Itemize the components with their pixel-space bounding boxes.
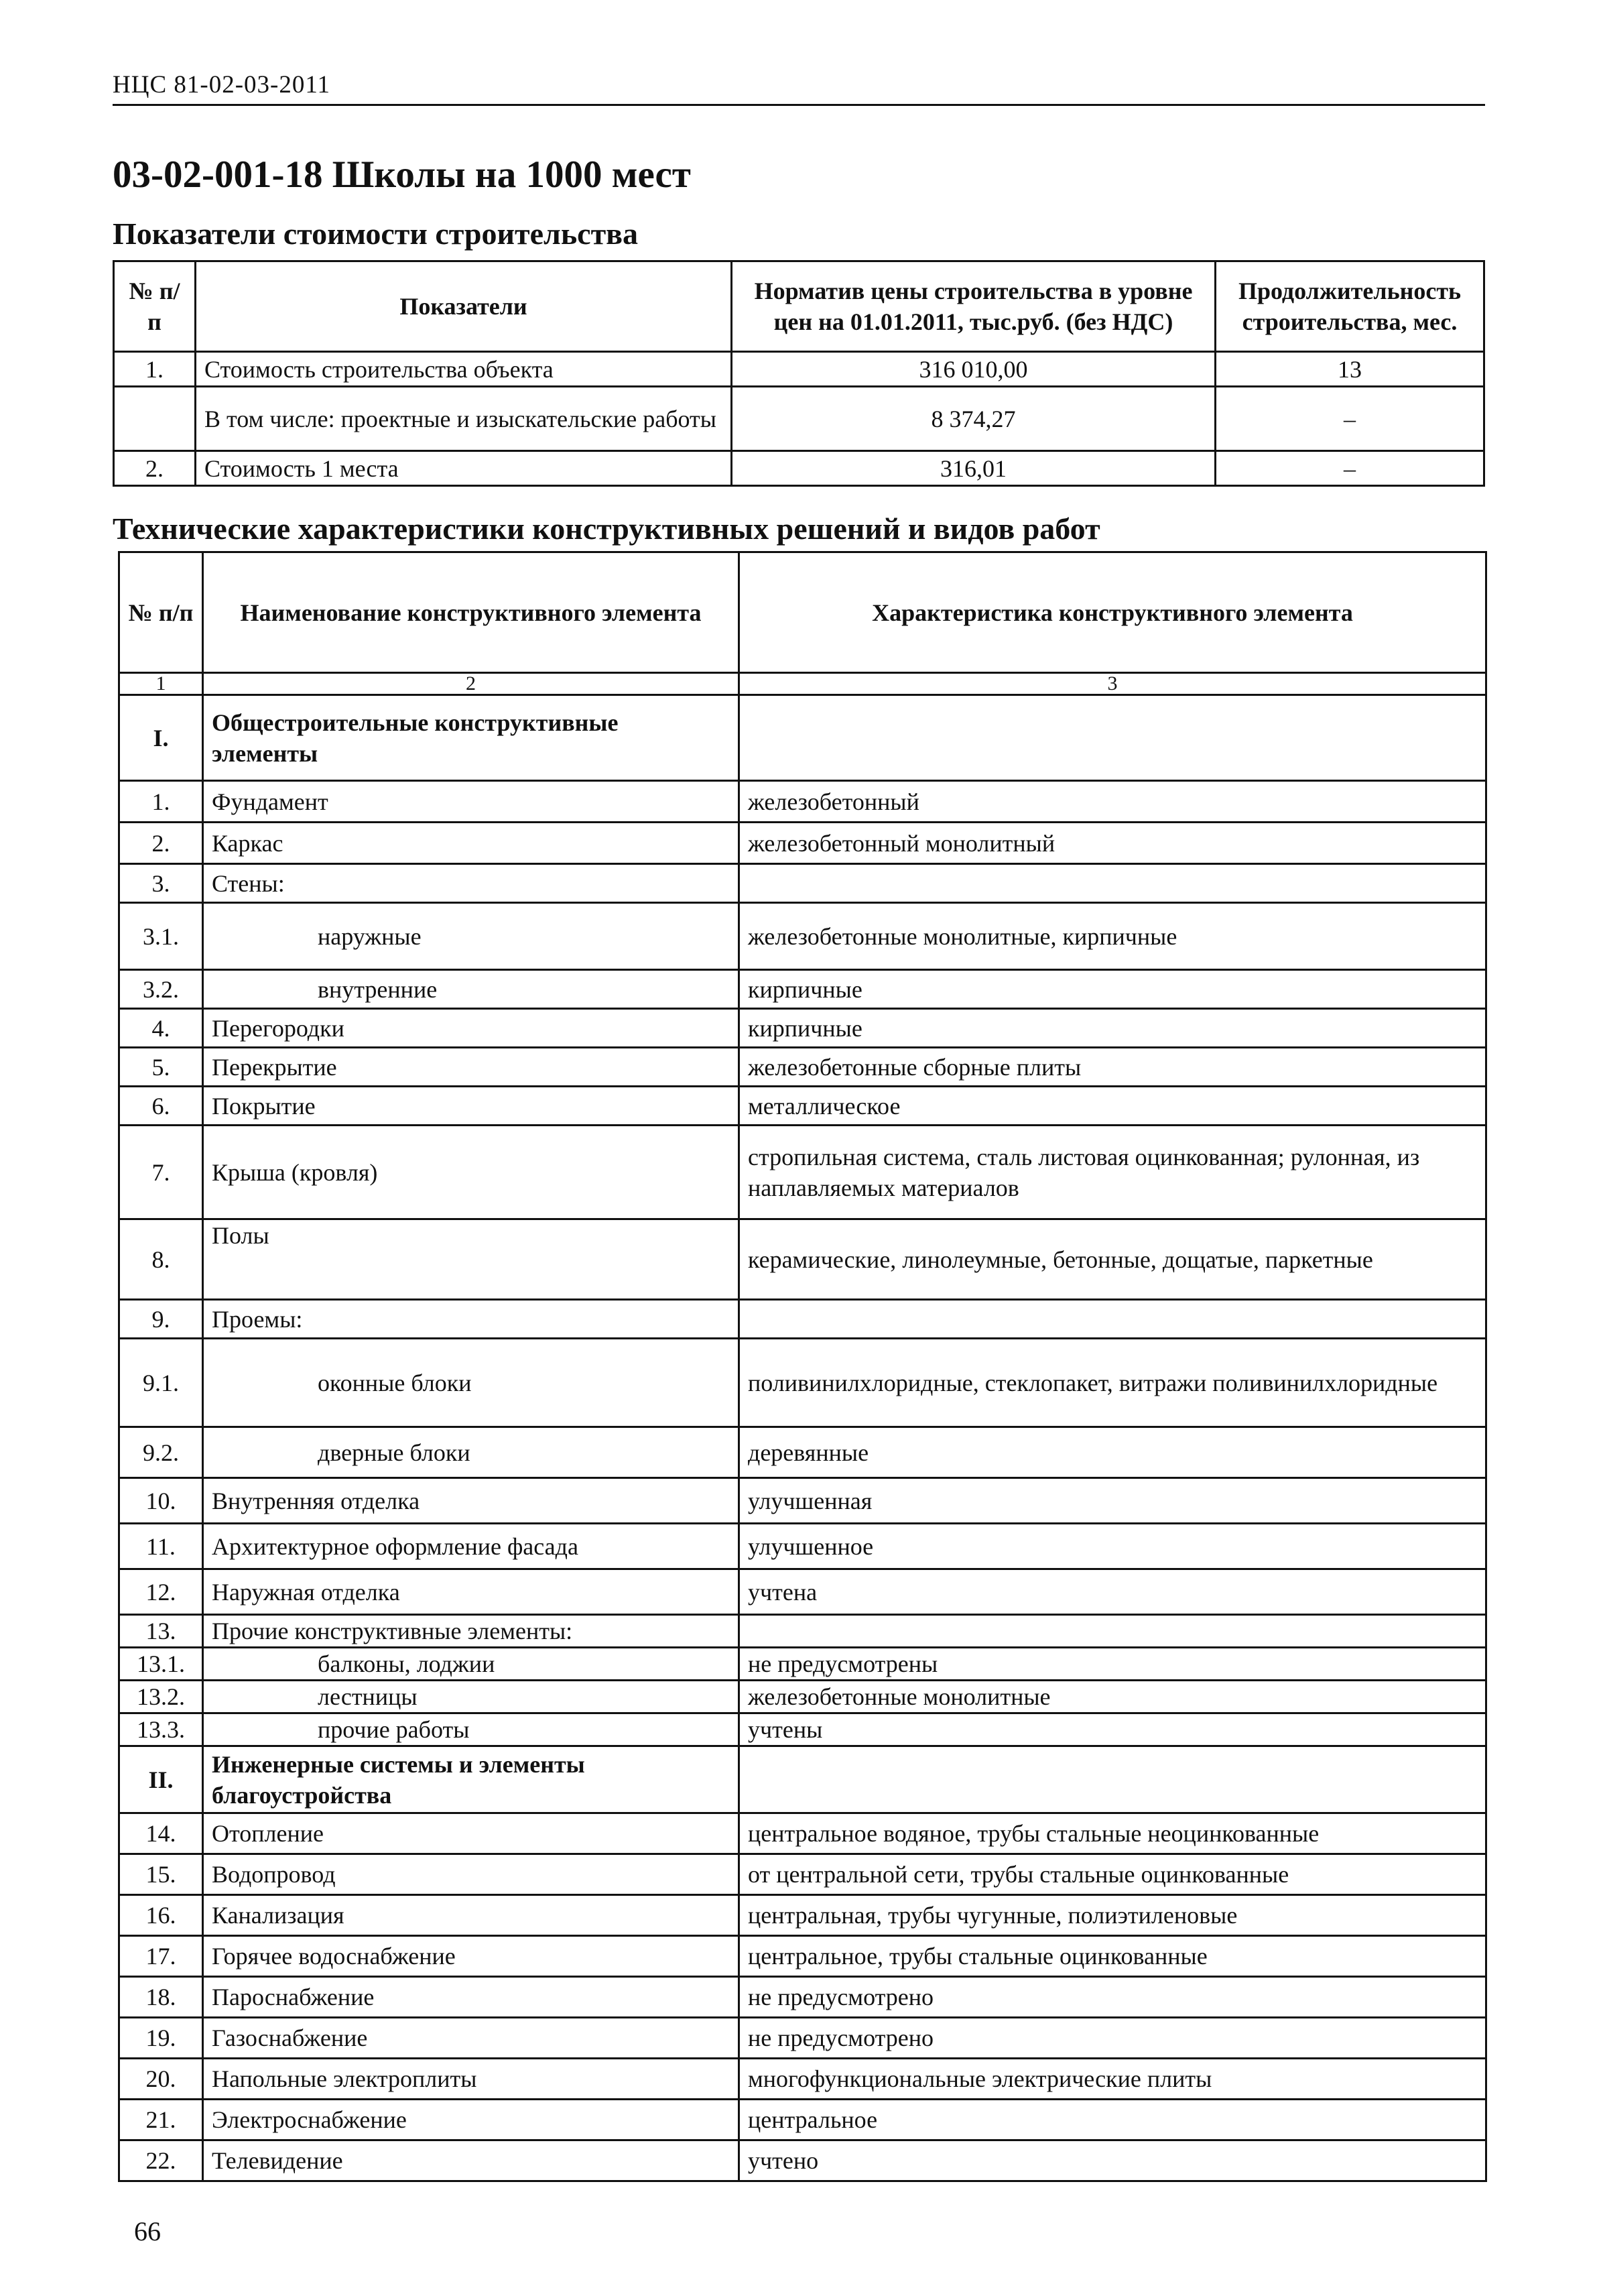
table-row (119, 1746, 1486, 1813)
table-row (119, 903, 1486, 970)
row-num: 3.2. (119, 970, 203, 1009)
row-num: 1. (114, 352, 196, 387)
row-value: кирпичные (739, 970, 1486, 1009)
row-num: 7. (119, 1126, 203, 1219)
header-rule (113, 104, 1485, 106)
row-name: Внутренняя отделка (203, 1478, 739, 1524)
row-value: учтены (739, 1713, 1486, 1746)
tech-table-header-row (119, 552, 1486, 673)
row-name: Канализация (203, 1895, 739, 1936)
row-name: прочие работы (203, 1713, 739, 1746)
row-value: центральное, трубы стальные оцинкованные (739, 1936, 1486, 1977)
row-num: 2. (119, 823, 203, 864)
table-row (119, 1300, 1486, 1339)
row-value: от центральной сети, трубы стальные оцинкованные (739, 1854, 1486, 1895)
row-name: наружные (203, 903, 739, 970)
row-value (739, 864, 1486, 903)
table-row (119, 1478, 1486, 1524)
table-row (119, 1681, 1486, 1713)
row-num: 3. (119, 864, 203, 903)
index-cell: 3 (739, 673, 1486, 695)
row-num: 1. (119, 781, 203, 823)
table-row (119, 1854, 1486, 1895)
row-value: многофункциональные электрические плиты (739, 2059, 1486, 2100)
row-num: 10. (119, 1478, 203, 1524)
row-value: металлическое (739, 1087, 1486, 1126)
row-num: 13.2. (119, 1681, 203, 1713)
row-num: 4. (119, 1009, 203, 1048)
table-row (119, 695, 1486, 781)
row-num: 6. (119, 1087, 203, 1126)
page-title: 03-02-001-18 Школы на 1000 мест (113, 154, 691, 196)
row-name: Горячее водоснабжение (203, 1936, 739, 1977)
row-num: 20. (119, 2059, 203, 2100)
table-row (119, 1048, 1486, 1087)
page-number: 66 (134, 2216, 161, 2246)
row-name: Водопровод (203, 1854, 739, 1895)
row-num: I. (119, 695, 203, 781)
row-num: 16. (119, 1895, 203, 1936)
row-value (739, 1615, 1486, 1648)
table-row (119, 781, 1486, 823)
cost-col-duration: Продолжительность строительства, мес. (1216, 261, 1484, 352)
row-name: Отопление (203, 1813, 739, 1854)
cost-col-num: № п/п (114, 261, 196, 352)
row-name: Фундамент (203, 781, 739, 823)
row-value: железобетонные монолитные, кирпичные (739, 903, 1486, 970)
row-value: железобетонные монолитные (739, 1681, 1486, 1713)
row-name: оконные блоки (203, 1339, 739, 1427)
table-row (119, 1569, 1486, 1615)
row-num: 13.1. (119, 1648, 203, 1681)
row-num: 19. (119, 2018, 203, 2059)
column-index-row (119, 673, 1486, 695)
table-row (114, 387, 1484, 451)
row-value: центральное (739, 2100, 1486, 2140)
row-duration: 13 (1216, 352, 1484, 387)
row-name: Наружная отделка (203, 1569, 739, 1615)
row-num: 9.1. (119, 1339, 203, 1427)
row-value: железобетонный монолитный (739, 823, 1486, 864)
row-name: балконы, лоджии (203, 1648, 739, 1681)
table-row (119, 1219, 1486, 1300)
row-value: не предусмотрено (739, 2018, 1486, 2059)
index-cell: 2 (203, 673, 739, 695)
row-num: 13.3. (119, 1713, 203, 1746)
table-row (114, 352, 1484, 387)
row-value: центральное водяное, трубы стальные неоцинкованные (739, 1813, 1486, 1854)
row-value (739, 1746, 1486, 1813)
row-name: Полы (203, 1219, 739, 1300)
table-row (119, 1339, 1486, 1427)
row-value: улучшенная (739, 1478, 1486, 1524)
row-price: 8 374,27 (732, 387, 1216, 451)
row-value: керамические, линолеумные, бетонные, дощатые, паркетные (739, 1219, 1486, 1300)
row-num (114, 387, 196, 451)
table-row (119, 1813, 1486, 1854)
tech-col-element: Наименование конструктивного элемента (203, 552, 739, 673)
row-name: В том числе: проектные и изыскательские работы (196, 387, 732, 451)
index-cell: 1 (119, 673, 203, 695)
row-num: 14. (119, 1813, 203, 1854)
row-name: дверные блоки (203, 1427, 739, 1478)
row-num: 17. (119, 1936, 203, 1977)
row-num: 3.1. (119, 903, 203, 970)
row-name: Пароснабжение (203, 1977, 739, 2018)
table-row (119, 1615, 1486, 1648)
row-num: 13. (119, 1615, 203, 1648)
row-name: внутренние (203, 970, 739, 1009)
cost-table-header-row (114, 261, 1484, 352)
row-value: не предусмотрено (739, 1977, 1486, 2018)
row-value: поливинилхлоридные, стеклопакет, витражи поливинилхлоридные (739, 1339, 1486, 1427)
row-name: Перегородки (203, 1009, 739, 1048)
row-value: учтена (739, 1569, 1486, 1615)
row-name: Архитектурное оформление фасада (203, 1524, 739, 1569)
tech-table (118, 551, 1487, 2182)
row-value: железобетонный (739, 781, 1486, 823)
row-num: 5. (119, 1048, 203, 1087)
row-name: лестницы (203, 1681, 739, 1713)
tech-col-num: № п/п (119, 552, 203, 673)
row-num: 15. (119, 1854, 203, 1895)
row-value (739, 695, 1486, 781)
row-value: не предусмотрены (739, 1648, 1486, 1681)
row-value: учтено (739, 2140, 1486, 2181)
row-value: стропильная система, сталь листовая оцинкованная; рулонная, из наплавляемых материалов (739, 1126, 1486, 1219)
table-row (119, 1713, 1486, 1746)
row-duration: – (1216, 387, 1484, 451)
table-row (119, 1087, 1486, 1126)
tech-col-characteristic: Характеристика конструктивного элемента (739, 552, 1486, 673)
row-name: Перекрытие (203, 1048, 739, 1087)
table-row (119, 864, 1486, 903)
row-value (739, 1300, 1486, 1339)
row-name: Газоснабжение (203, 2018, 739, 2059)
cost-col-indicator: Показатели (196, 261, 732, 352)
table-row (119, 1524, 1486, 1569)
row-num: 12. (119, 1569, 203, 1615)
table-row (119, 1427, 1486, 1478)
row-name: Стоимость 1 места (196, 451, 732, 486)
tech-section-title: Технические характеристики конструктивных решений и видов работ (113, 511, 1100, 546)
table-row (119, 2018, 1486, 2059)
row-num: 9.2. (119, 1427, 203, 1478)
row-num: 9. (119, 1300, 203, 1339)
row-num: 22. (119, 2140, 203, 2181)
row-name: Телевидение (203, 2140, 739, 2181)
row-name: Стены: (203, 864, 739, 903)
row-num: 2. (114, 451, 196, 486)
row-num: II. (119, 1746, 203, 1813)
row-name: Напольные электроплиты (203, 2059, 739, 2100)
row-value: кирпичные (739, 1009, 1486, 1048)
row-name: Каркас (203, 823, 739, 864)
row-name: Электроснабжение (203, 2100, 739, 2140)
row-name: Общестроительные конструктивные элементы (203, 695, 739, 781)
table-row (119, 2100, 1486, 2140)
table-row (114, 451, 1484, 486)
row-value: деревянные (739, 1427, 1486, 1478)
row-num: 21. (119, 2100, 203, 2140)
row-name: Покрытие (203, 1087, 739, 1126)
table-row (119, 1977, 1486, 2018)
row-num: 8. (119, 1219, 203, 1300)
row-value: центральная, трубы чугунные, полиэтиленовые (739, 1895, 1486, 1936)
cost-col-price: Норматив цены строительства в уровне цен на 01.01.2011, тыс.руб. (без НДС) (732, 261, 1216, 352)
table-row (119, 823, 1486, 864)
table-row (119, 1936, 1486, 1977)
table-row (119, 2140, 1486, 2181)
document-code: НЦС 81-02-03-2011 (113, 71, 330, 99)
row-value: улучшенное (739, 1524, 1486, 1569)
cost-section-title: Показатели стоимости строительства (113, 217, 639, 251)
table-row (119, 2059, 1486, 2100)
table-row (119, 1895, 1486, 1936)
row-name: Крыша (кровля) (203, 1126, 739, 1219)
row-num: 11. (119, 1524, 203, 1569)
table-row (119, 1009, 1486, 1048)
row-num: 18. (119, 1977, 203, 2018)
row-name: Стоимость строительства объекта (196, 352, 732, 387)
row-duration: – (1216, 451, 1484, 486)
row-name: Проемы: (203, 1300, 739, 1339)
table-row (119, 1126, 1486, 1219)
row-name: Прочие конструктивные элементы: (203, 1615, 739, 1648)
row-name: Инженерные системы и элементы благоустройства (203, 1746, 739, 1813)
cost-table (113, 260, 1485, 487)
table-row (119, 1648, 1486, 1681)
row-price: 316 010,00 (732, 352, 1216, 387)
table-row (119, 970, 1486, 1009)
row-price: 316,01 (732, 451, 1216, 486)
row-value: железобетонные сборные плиты (739, 1048, 1486, 1087)
